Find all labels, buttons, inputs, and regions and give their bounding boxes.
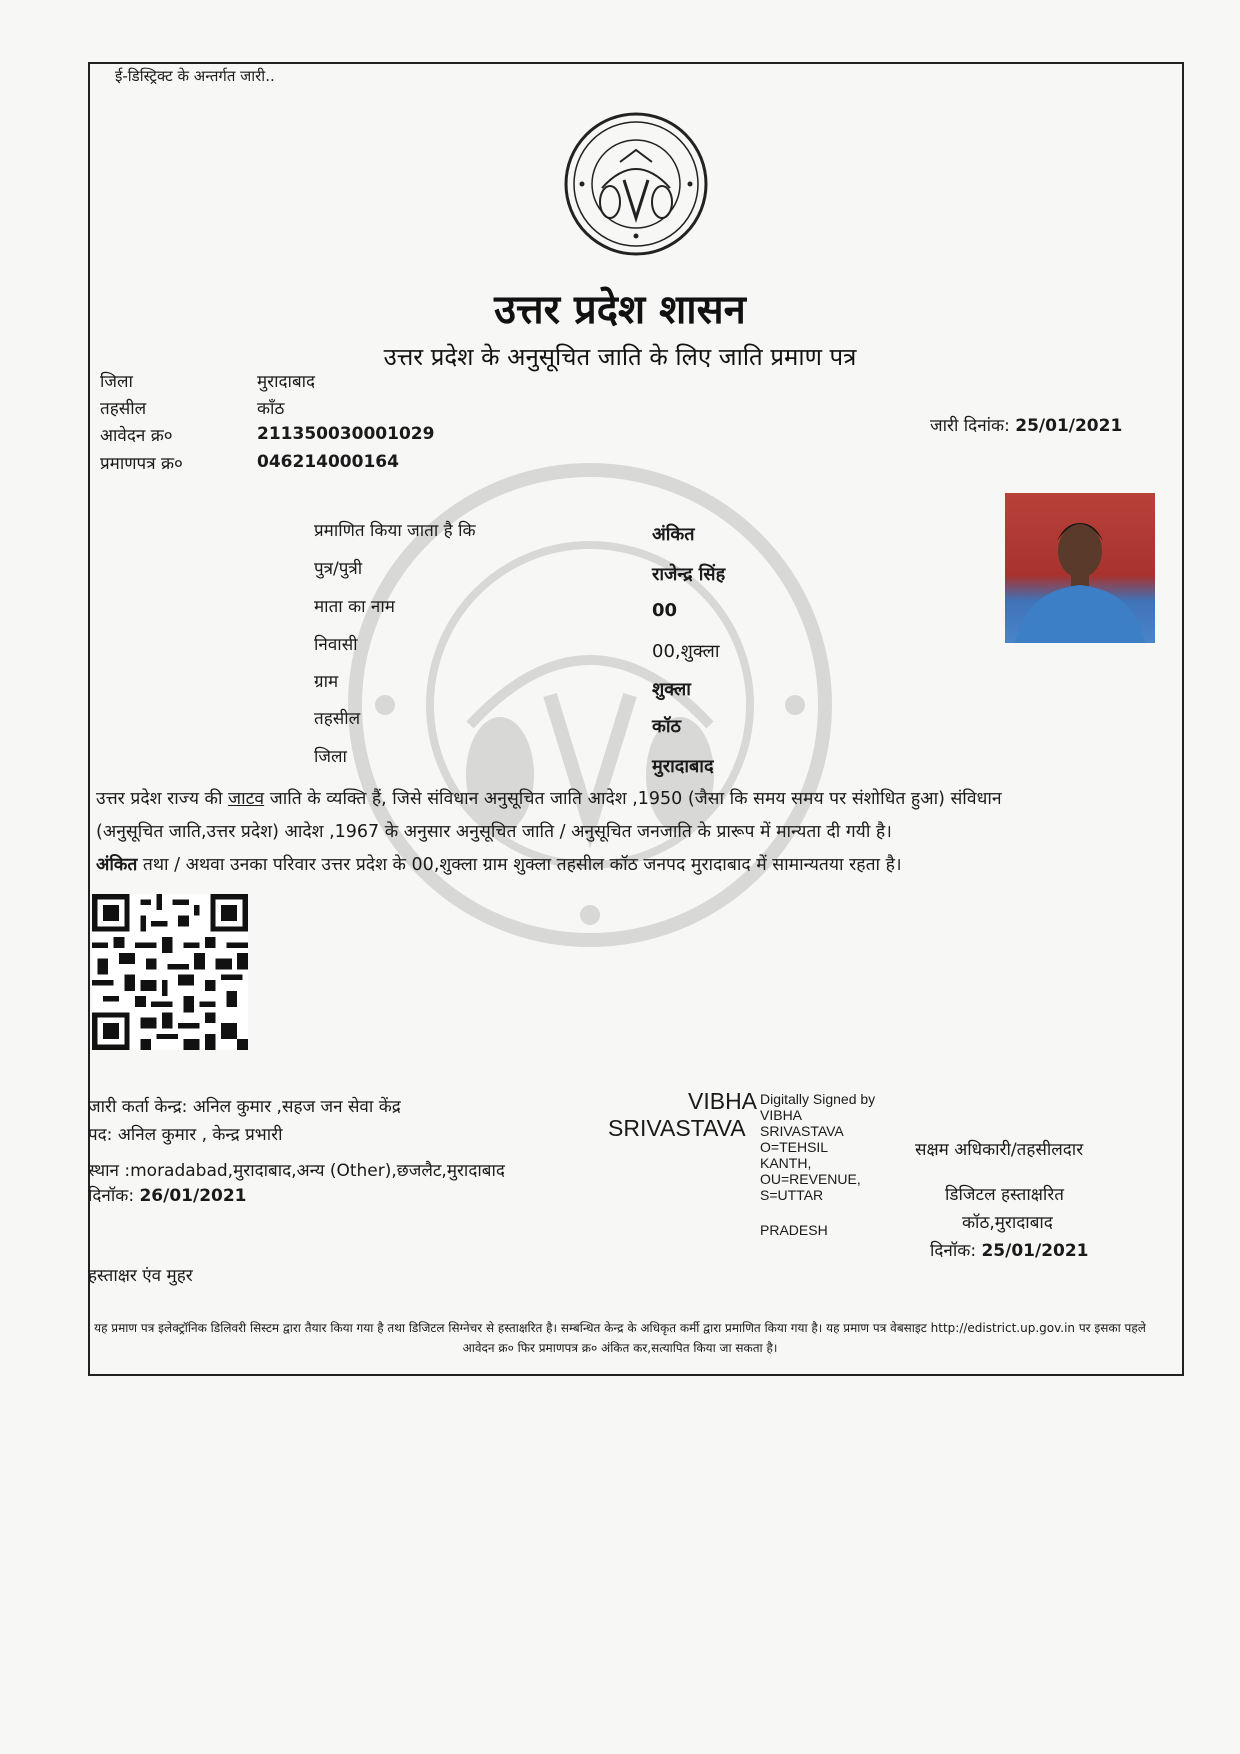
field-value-tehsil: कॉठ bbox=[652, 716, 681, 737]
signature-detail: O=TEHSIL bbox=[760, 1139, 829, 1155]
signature-detail: VIBHA bbox=[760, 1107, 803, 1123]
authority-date-label: दिनॉक: bbox=[930, 1241, 977, 1261]
digital-signature-details bbox=[760, 1091, 875, 1203]
signer-name-line-2: SRIVASTAVA bbox=[608, 1115, 746, 1141]
issuer-post-value: अनिल कुमार , केन्द्र प्रभारी bbox=[117, 1125, 283, 1145]
authority-date-value: 25/01/2021 bbox=[981, 1241, 1089, 1261]
signature-detail: S=UTTAR bbox=[760, 1187, 824, 1203]
field-value-resident: 00,शुक्ला bbox=[652, 641, 720, 662]
applicant-photo bbox=[1005, 493, 1155, 643]
field-label-son-daughter: पुत्र/पुत्री bbox=[314, 559, 363, 579]
person-photo-icon bbox=[1005, 493, 1155, 643]
meta-value-application-no: 211350030001029 bbox=[257, 424, 435, 444]
issuing-centre-value: अनिल कुमार ,सहज जन सेवा केंद्र bbox=[192, 1097, 401, 1117]
document-title: उत्तर प्रदेश शासन bbox=[494, 286, 746, 333]
field-value-village: शुक्ला bbox=[652, 679, 691, 700]
emblem-icon bbox=[562, 110, 710, 258]
issuer-date-value: 26/01/2021 bbox=[139, 1186, 247, 1206]
residence-statement-name: अंकित bbox=[96, 855, 138, 875]
qr-code-icon bbox=[92, 894, 248, 1050]
caste-name: जाटव bbox=[228, 789, 265, 809]
field-value-mother: 00 bbox=[652, 600, 678, 621]
signature-detail: OU=REVENUE, bbox=[760, 1171, 861, 1187]
field-label-mother: माता का नाम bbox=[314, 597, 395, 617]
caste-statement-line-2: (अनुसूचित जाति,उत्तर प्रदेश) आदेश ,1967 के अनुसार अनुसूचित जाति / अनुसूचित जनजाति के प्रारूप में मान्यता दी गयी है। bbox=[96, 822, 892, 842]
issuer-date bbox=[88, 1183, 247, 1206]
authority-title: सक्षम अधिकारी/तहसीलदार bbox=[915, 1140, 1084, 1160]
header-note: ई-डिस्ट्रिक्ट के अन्तर्गत जारी.. bbox=[115, 67, 275, 85]
signature-detail: KANTH, bbox=[760, 1155, 812, 1171]
footer-note: यह प्रमाण पत्र इलेक्ट्रॉनिक डिलिवरी सिस्टम द्वारा तैयार किया गया है तथा डिजिटल सिग्नेचर से हस्ताक्षरित है। सम्बन्धित केन्द्र के अधिकृत कर्मी द्वारा प्रमाणित किया गया है। यह प्रमाण पत्र वेबसाइट http://edistrict.up.gov.in पर इसका पहले आवेदन क्र० फिर प्रमाणपत्र क्र० अंकित कर,सत्यापित किया जा सकता है। bbox=[94, 1321, 1146, 1355]
authority-date bbox=[930, 1238, 1089, 1261]
issuer-post-label: पद: bbox=[88, 1125, 113, 1145]
issuer-post bbox=[88, 1122, 283, 1145]
issuer-place bbox=[88, 1158, 505, 1181]
caste-statement-suffix: जाति के व्यक्ति हैं, जिसे संविधान अनुसूचित जाति आदेश ,1950 (जैसा कि समय समय पर संशोधित हुआ) संविधान bbox=[264, 789, 1002, 809]
issuer-date-label: दिनॉक: bbox=[88, 1186, 135, 1206]
meta-label-certificate-no: प्रमाणपत्र क्र० bbox=[100, 454, 183, 474]
meta-label-district: जिला bbox=[100, 372, 133, 392]
meta-value-tehsil: कॉंठ bbox=[257, 399, 285, 419]
field-label-resident: निवासी bbox=[314, 635, 358, 655]
signature-detail-state: PRADESH bbox=[760, 1222, 828, 1238]
signature-detail: SRIVASTAVA bbox=[760, 1123, 844, 1139]
signer-name-line-1: VIBHA bbox=[688, 1088, 758, 1114]
meta-value-certificate-no: 046214000164 bbox=[257, 452, 399, 472]
caste-statement-line-1 bbox=[96, 786, 1002, 810]
meta-value-district: मुरादाबाद bbox=[257, 372, 316, 392]
field-value-father: राजेन्द्र सिंह bbox=[652, 564, 726, 585]
issuer-place-value: moradabad,मुरादाबाद,अन्य (Other),छजलैट,मुरादाबाद bbox=[130, 1161, 505, 1181]
issue-date-value: 25/01/2021 bbox=[1015, 416, 1123, 436]
digitally-signed-label: डिजिटल हस्ताक्षरित bbox=[945, 1185, 1064, 1205]
signature-and-seal-label: हस्ताक्षर एंव मुहर bbox=[88, 1266, 193, 1286]
field-label-village: ग्राम bbox=[314, 672, 339, 692]
authority-place: कॉठ,मुरादाबाद bbox=[962, 1213, 1053, 1233]
field-value-name: अंकित bbox=[652, 524, 695, 545]
meta-label-tehsil: तहसील bbox=[100, 399, 147, 419]
issue-date-label: जारी दिनांक: bbox=[930, 416, 1010, 436]
meta-label-application-no: आवेदन क्र० bbox=[100, 426, 173, 446]
field-label-district: जिला bbox=[314, 747, 347, 767]
signature-detail: Digitally Signed by bbox=[760, 1091, 876, 1107]
document-subtitle: उत्तर प्रदेश के अनुसूचित जाति के लिए जाति प्रमाण पत्र bbox=[383, 343, 857, 371]
issuer-place-label: स्थान : bbox=[88, 1161, 131, 1181]
field-label-certified: प्रमाणित किया जाता है कि bbox=[314, 521, 476, 541]
issuing-centre-label: जारी कर्ता केन्द्र: bbox=[88, 1097, 188, 1117]
field-value-district: मुरादाबाद bbox=[652, 756, 714, 777]
issue-date bbox=[930, 413, 1122, 436]
field-label-tehsil: तहसील bbox=[314, 709, 361, 729]
residence-statement bbox=[96, 852, 902, 876]
caste-statement-prefix: उत्तर प्रदेश राज्य की bbox=[96, 789, 229, 809]
issuing-centre bbox=[88, 1094, 401, 1117]
residence-statement-rest: तथा / अथवा उनका परिवार उत्तर प्रदेश के 00,शुक्ला ग्राम शुक्ला तहसील कॉठ जनपद मुरादाबाद में सामान्यतया रहता है। bbox=[137, 855, 902, 875]
